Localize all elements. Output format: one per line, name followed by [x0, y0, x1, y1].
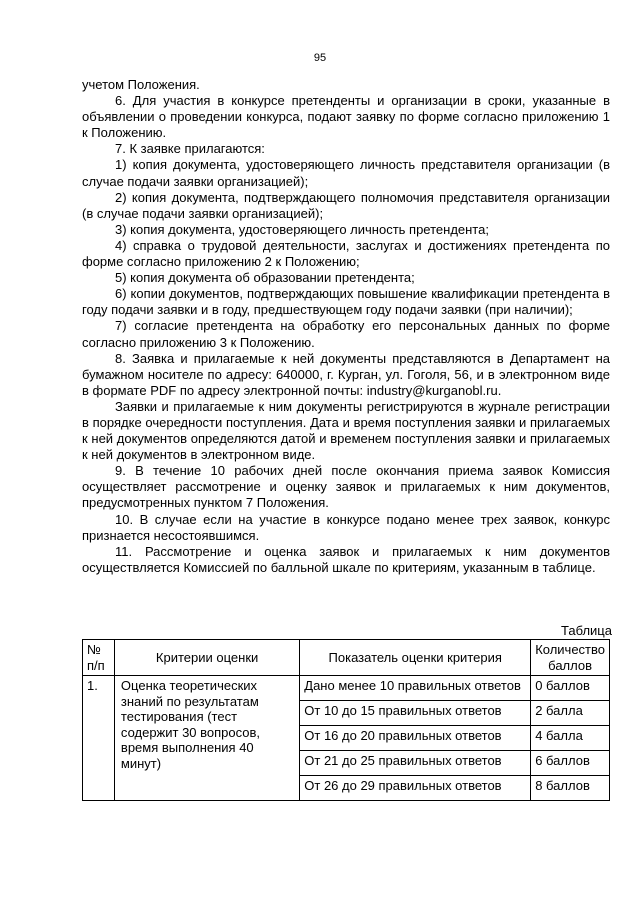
paragraph: 7. К заявке прилагаются:	[115, 141, 265, 157]
row-indicator: От 26 до 29 правильных ответов	[300, 776, 531, 801]
paragraph: 7) согласие претендента на обработку его персональных данных по форме согласно приложению 3 к Положению.	[82, 318, 610, 350]
row-points: 2 балла	[531, 701, 610, 726]
header-num: № п/п	[83, 640, 115, 676]
row-points: 0 баллов	[531, 676, 610, 701]
row-indicator: От 16 до 20 правильных ответов	[300, 726, 531, 751]
row-indicator: От 10 до 15 правильных ответов	[300, 701, 531, 726]
document-body	[82, 77, 610, 576]
row-indicator: Дано менее 10 правильных ответов	[300, 676, 531, 701]
paragraph: 6. Для участия в конкурсе претенденты и организации в сроки, указанные в объявлении о проведении конкурса, подают заявку по форме согласно приложению 1 к Положению.	[82, 93, 610, 141]
header-criterion: Критерии оценки	[114, 640, 299, 676]
row-points: 4 балла	[531, 726, 610, 751]
row-points: 6 баллов	[531, 751, 610, 776]
paragraph: 4) справка о трудовой деятельности, заслугах и достижениях претендента по форме согласно приложению 2 к Положению;	[82, 237, 610, 270]
paragraph: 1) копия документа, удостоверяющего личность представителя организации (в случае подачи заявки организацией);	[82, 157, 610, 189]
row-indicator: От 21 до 25 правильных ответов	[300, 751, 531, 776]
table-caption: Таблица	[561, 623, 612, 638]
criteria-table	[82, 639, 610, 801]
header-indicator: Показатель оценки критерия	[300, 640, 531, 676]
paragraph: 11. Рассмотрение и оценка заявок и прилагаемых к ним документов осуществляется Комиссией по балльной шкале по критериям, указанным в таблице.	[82, 543, 610, 575]
paragraph: 10. В случае если на участие в конкурсе подано менее трех заявок, конкурс признается несостоявшимся.	[82, 511, 610, 543]
page-number: 95	[313, 52, 327, 64]
paragraph: 6) копии документов, подтверждающих повышение квалификации претендента в году подачи заявки и в году, предшествующем году подачи заявки (при наличии);	[82, 286, 610, 318]
row-criterion: Оценка теоретических знаний по результатам тестирования (тест содержит 30 вопросов, время выполнения 40 минут)	[114, 676, 299, 801]
paragraph: 9. В течение 10 рабочих дней после окончания приема заявок Комиссия осуществляет рассмотрение и оценку заявок и прилагаемых к ним документов, предусмотренных пунктом 7 Положения.	[82, 463, 610, 511]
table-header-row	[83, 640, 610, 676]
paragraph: 3) копия документа, удостоверяющего личность претендента;	[115, 221, 489, 237]
header-points: Количество баллов	[531, 640, 610, 676]
table-row	[83, 676, 610, 701]
paragraph: Заявки и прилагаемые к ним документы регистрируются в журнале регистрации в порядке очередности поступления. Дата и время поступления заявки и прилагаемых к ней документов определяются датой и временем поступления заявки и прилагаемых к ней документов в электронном виде.	[82, 398, 610, 463]
paragraph: 2) копия документа, подтверждающего полномочия представителя организации (в случае подачи заявки организацией);	[82, 189, 610, 221]
paragraph: 8. Заявка и прилагаемые к ней документы представляются в Департамент на бумажном носителе по адресу: 640000, г. Курган, ул. Гоголя, 56, и в электронном виде в формате PDF по адресу электронной почты: industry@kurganobl.ru.	[82, 350, 610, 398]
row-num: 1.	[83, 676, 115, 801]
paragraph: 5) копия документа об образовании претендента;	[115, 270, 415, 286]
row-points: 8 баллов	[531, 776, 610, 801]
paragraph: учетом Положения.	[82, 77, 200, 92]
